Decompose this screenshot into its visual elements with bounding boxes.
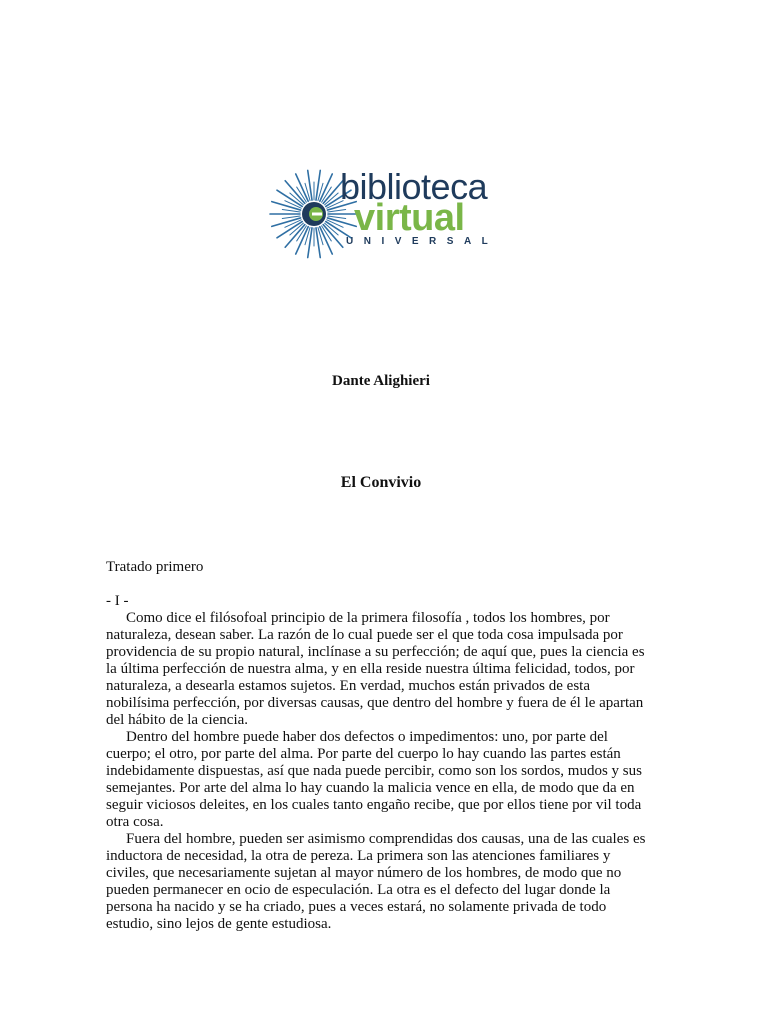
biblioteca-virtual-logo — [262, 168, 502, 262]
logo-text-universal: UNIVERSAL — [346, 236, 499, 247]
document-body — [106, 559, 654, 933]
treatise-heading: Tratado primero — [106, 559, 204, 575]
chapter-heading: - I - — [106, 593, 129, 609]
book-title: El Convivio — [340, 474, 422, 491]
logo-text-biblioteca: biblioteca — [340, 166, 488, 207]
paragraph: Fuera del hombre, pueden ser asimismo comprendidas dos causas, una de las cuales es inductora de necesidad, la otra de pereza. La primera son las atenciones familiares y civiles, que necesariamente sujetan al mayor número de los hombres, de modo que no pueden permanecer en ocio de especulación. La otra es el defecto del lugar donde la persona ha nacido y se ha criado, pues a veces estará, no solamente privada de todo estudio, sino lejos de gente estudiosa. — [106, 831, 646, 932]
book-author: Dante Alighieri — [332, 373, 430, 389]
paragraph: Como dice el filósofoal principio de la primera filosofía , todos los hombres, por naturaleza, desean saber. La razón de lo cual puede ser el que toda cosa impulsada por providencia de su propio natural, inclínase a su perfección; de aquí que, pues la ciencia es la última perfección de nuestra alma, y en ella reside nuestra última felicidad, todos, por naturaleza, a desearla estamos sujetos. En verdad, muchos están privados de esta nobilísima perfección, por diversas causas, que dentro del hombre y fuera de él le apartan del hábito de la ciencia. — [106, 610, 645, 728]
paragraph: Dentro del hombre puede haber dos defectos o impedimentos: uno, por parte del cuerpo; el otro, por parte del alma. Por parte del cuerpo lo hay cuando las partes están indebidamente dispuestas, así que nada puede percibir, como son los sordos, mudos y sus semejantes. Por arte del alma lo hay cuando la malicia vence en ella, de modo que da en seguir viciosos deleites, en los cuales tanto engaño recibe, que por ellos tiene por vil toda otra cosa. — [106, 729, 642, 830]
logo-text-virtual: virtual — [354, 197, 465, 239]
